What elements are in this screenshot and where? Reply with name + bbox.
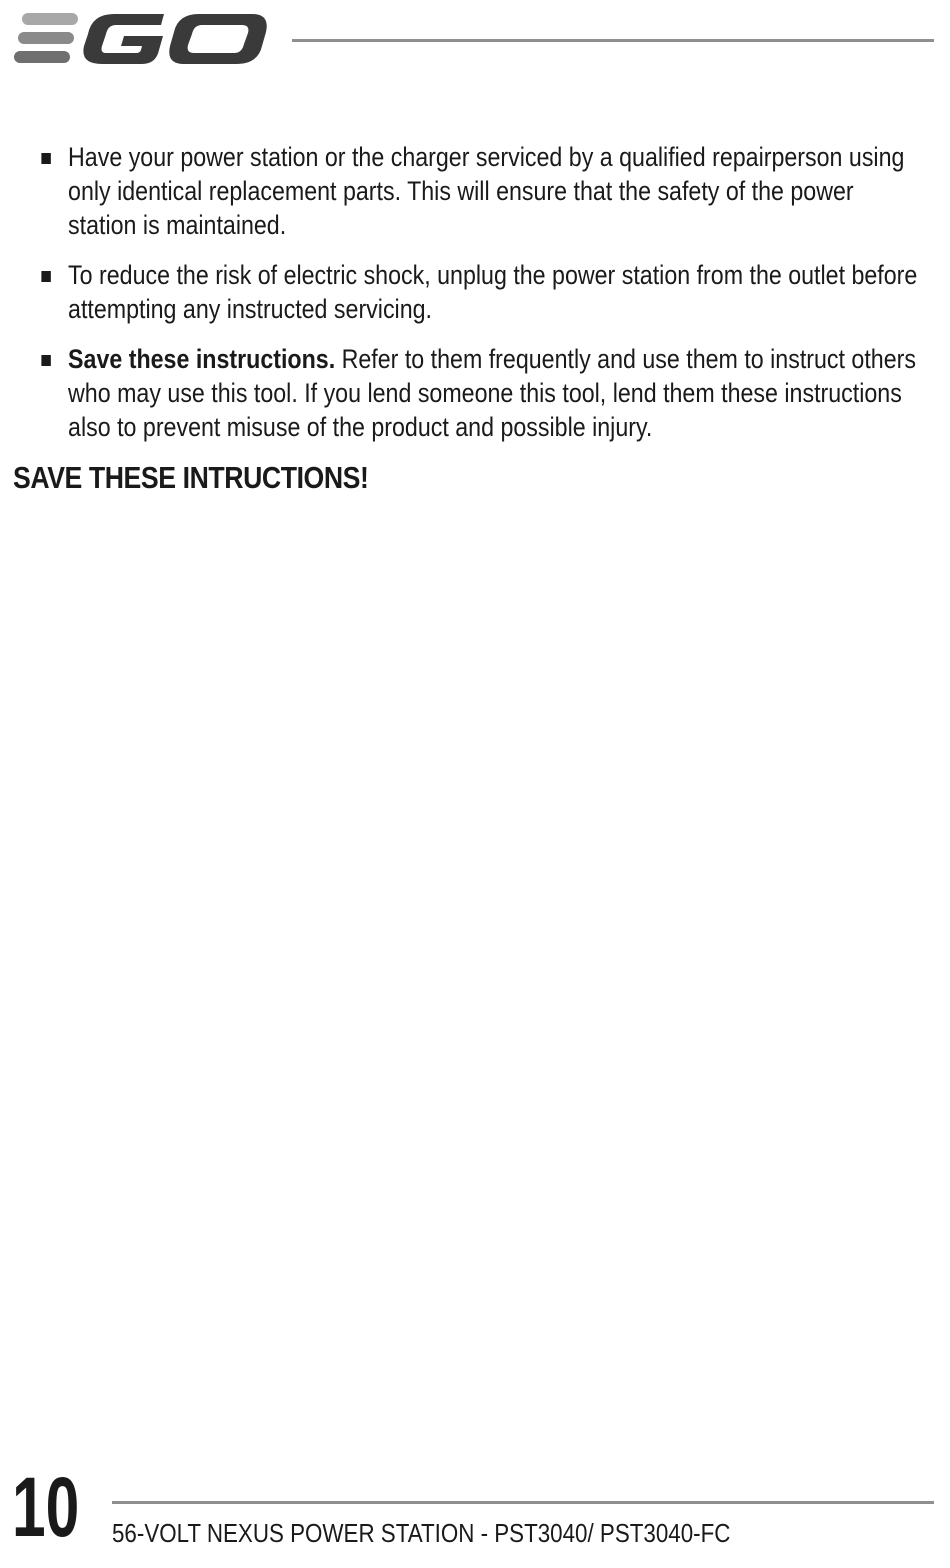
square-bullet-icon [41, 153, 50, 164]
bullet-list [13, 140, 918, 444]
footer-rule [112, 1501, 934, 1504]
bullet-text: Have your power station or the charger serviced by a qualified repairperson using only identical replacement parts. This will ensure that the safety of the power station is maintained. [68, 142, 905, 240]
list-item [13, 258, 928, 326]
header-rule [292, 39, 934, 42]
list-item [13, 342, 928, 444]
ego-logo [14, 10, 268, 68]
bullet-text: To reduce the risk of electric shock, unplug the power station from the outlet before attempting any instructed servicing. [68, 260, 918, 324]
page-number: 10 [12, 1460, 80, 1554]
square-bullet-icon [41, 271, 50, 282]
bullet-text: Refer to them frequently and use them to instruct others who may use this tool. If you lend someone this tool, lend them these instructions also to prevent misuse of the product and possible injury. [68, 344, 916, 442]
closing-heading: SAVE THESE INTRUCTIONS! [13, 460, 369, 495]
safety-instructions [13, 140, 918, 496]
list-item [13, 140, 928, 242]
footer-title: 56-VOLT NEXUS POWER STATION - PST3040/ PST3040-FC [112, 1518, 731, 1548]
square-bullet-icon [41, 355, 50, 366]
bullet-lead: Save these instructions. [68, 344, 336, 374]
